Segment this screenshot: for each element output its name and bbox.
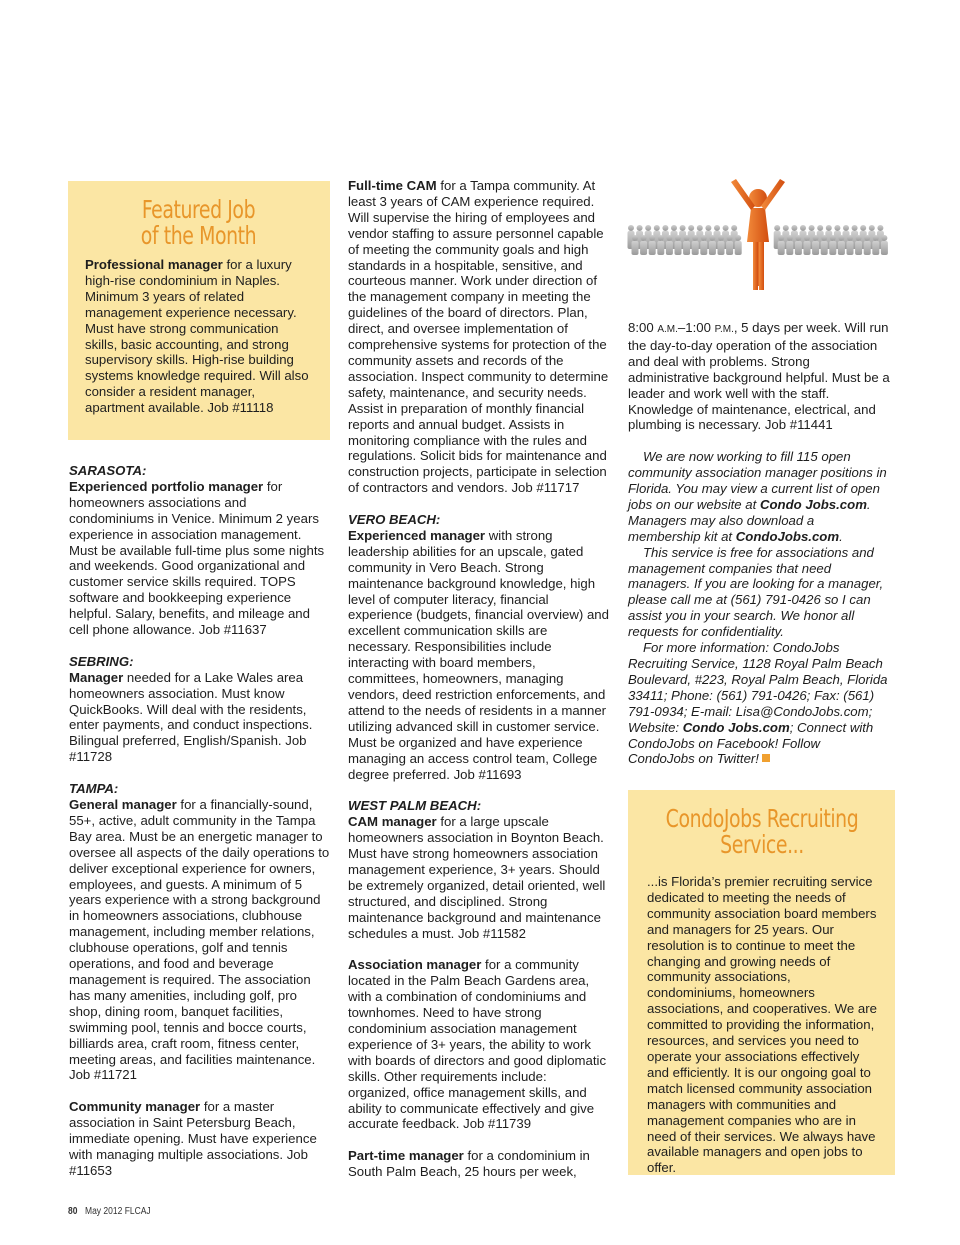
heading-sarasota: SARASOTA: — [69, 463, 147, 478]
recruiting-service-text: ...is Florida’s premier recruiting service dedicated to meeting the needs of community association board members and managers for 25 years. Our resolution is to continue to meet the changing and growing needs of community associations, condominiums, homeowners associations, and cooperatives. We are committed to providing the information, resources, and services you need to operate your associations effectively and efficiently. It is our ongoing goal to match licensed community association managers with communities and management companies who are in need of their services. We always have available managers and open jobs to offer. — [647, 874, 877, 1176]
column-3 — [628, 320, 890, 767]
heading-vero-beach: VERO BEACH: — [348, 512, 441, 528]
listing-tampa-cam: Full-time CAM for a Tampa community. At least 3 years of CAM experience required. Will supervise the hiring of employees and vendor staffing to assure personnel capable of meeting the community goals and high standards in a hospitable, sensitive, and courteous manner. Work under direction of the management company in meeting the guidelines of the board of directors. Plan, direct, and oversee implementation of comprehensive systems for protection of the community assets and records of the association. Inspect community to determine safety, maintenance, and security needs. Assist in preparation of monthly financial reports and annual budget. Assists in monitoring compliance with the rules and regulations. Solicit bids for maintenance and construction projects, participate in selection of contractors and vendors. Job #11717 — [348, 178, 609, 496]
heading-sebring: SEBRING: — [69, 653, 134, 669]
heading-west-palm-beach: WEST PALM BEACH: — [348, 798, 482, 814]
column-2 — [348, 178, 610, 1180]
recruiting-service-title: CondoJobs Recruiting Service... — [665, 804, 859, 859]
featured-job-text: Professional manager for a luxury high-rise condominium in Naples. Minimum 3 years of related management experience necessary. Must have strong communication skills, basic accounting, and strong supervisory skills. High-rise building systems knowledge required. Will also consider a resident manager, apartment available. Job #11118 — [85, 257, 309, 416]
featured-job-title: Featured Job of the Month — [140, 195, 257, 250]
listing-sebring: Manager needed for a Lake Wales area homeowners association. Must know QuickBooks. Will deal with the residents, enter payments, and conduct inspections. Bilingual preferred, English/Spanish. Job #11728 — [69, 669, 313, 765]
promo-paragraph: We are now working to fill 115 open community association manager positions in Florida. You may view a current list of open jobs on our website at Condo Jobs.com. Managers may also download a membership kit at CondoJobs.com. — [628, 449, 887, 544]
listing-wpb-association: Association manager for a community located in the Palm Beach Gardens area, with a combination of condominiums and townhomes. Need to have strong condominium association management experience of 3+ years, the ability to work with boards of directors and good diplomatic skills. Other requirements include: organized, office management skills, and ability to communicate effectively and give accurate feedback. Job #11739 — [348, 957, 607, 1132]
contact-paragraph: For more information: CondoJobs Recruiting Service, 1128 Royal Palm Beach Boulevard, #223, Royal Palm Beach, Florida 33411; Phone: (561) 791-0426; Fax: (561) 791-0934; E-mail: Lisa@CondoJobs.com; Website: Condo Jobs.com; Connect with CondoJobs on Facebook! Follow CondoJobs on Twitter! — [628, 640, 888, 767]
end-mark-icon — [762, 754, 770, 762]
listing-tampa-community: Community manager for a master association in Saint Petersburg Beach, immediate opening. Must have experience with managing multiple associations. Job #11653 — [69, 1099, 317, 1178]
issue-label: May 2012 FLCAJ — [85, 1206, 151, 1217]
listing-wpb-part-time: Part-time manager for a condominium in South Palm Beach, 25 hours per week, — [348, 1148, 590, 1180]
listing-south-palm-beach-cont: 8:00 A.M.–1:00 P.M., 5 days per week. Will run the day-to-day operation of the association and deal with problems. Strong administrative background helpful. Must be a leader and work well with the staff. Knowledge of maintenance, electrical, and plumbing is necessary. Job #11441 — [628, 320, 890, 433]
listing-tampa-general: General manager for a financially-sound, 55+, active, adult community in the Tampa Bay area. Must be an energetic manager to oversee all aspects of the daily operations to deliver exceptional experience for owners, employees, and guests. A minimum of 5 years experience with a strong background in homeowners associations, clubhouse management, including member relations, clubhouse operations, golf and tennis operations, and food and beverage management is required. The association has many amenities, including golf, pro shop, dining room, banquet facilities, swimming pool, tennis and bocce courts, billiards area, craft room, fitness center, meeting areas, and facilities maintenance. Job #11721 — [69, 797, 330, 1083]
page-footer — [68, 1206, 162, 1217]
listing-wpb-cam: CAM manager for a large upscale homeowners association in Boynton Beach. Must have strong homeowners association management experience, 3+ years. Should be extremely organized, detail oriented, well structured, and disciplined. Strong maintenance background and maintenance schedules a must. Job #11582 — [348, 814, 606, 941]
service-paragraph: This service is free for associations and management companies that need managers. If you are looking for a manager, please call me at (561) 791-0426 so I can assist you in your search. We honor all requests for confidentiality. — [628, 544, 884, 640]
page-number: 80 — [68, 1206, 78, 1217]
listing-vero-beach: Experienced manager with strong leadership abilities for an upscale, gated community in Vero Beach. Strong maintenance background knowledge, high level of computer literacy, financial experience (budgets, financial overview) and excellent communication skills are necessary. Responsibilities include interacting with board members, committees, homeowners, managing vendors, deed restriction enforcements, and attend to the needs of residents in a manner utilizing advanced skill in customer service. Must be organized and have experience managing an access control team, College degree preferred. Job #11693 — [348, 527, 609, 782]
heading-tampa: TAMPA: — [69, 781, 119, 797]
column-1 — [69, 463, 331, 1179]
recruiting-service-box — [628, 790, 895, 1175]
featured-job-box — [68, 181, 330, 440]
standout-figure-illustration — [627, 176, 889, 296]
listing-sarasota: Experienced portfolio manager for homeowners associations and condominiums in Venice. Minimum 2 years experience in association management. Must be available full-time plus some nights and weekends. Good organizational and customer service skills required. TOPS software and bookkeeping experience helpful. Salary, benefits, and mileage and cell phone allowance. Job #11637 — [69, 478, 325, 638]
